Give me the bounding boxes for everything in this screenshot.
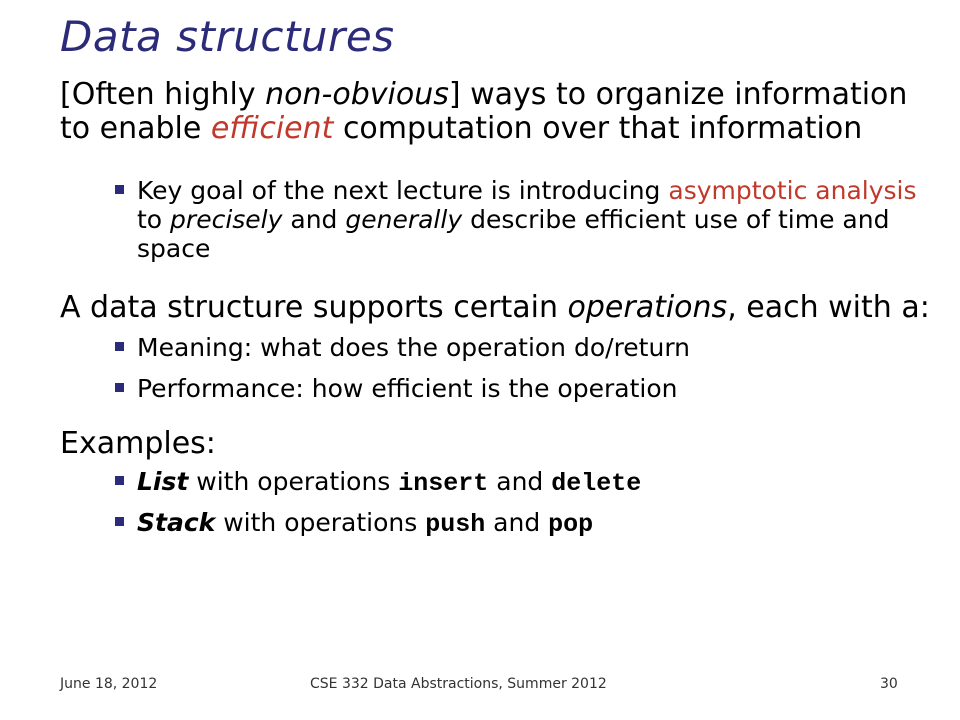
- text: Meaning: what does the operation do/return: [137, 333, 691, 362]
- text: describe efficient use of time and space: [137, 205, 890, 263]
- bullet-stack-example: [60, 508, 940, 539]
- code-text: pop: [548, 510, 594, 539]
- footer-date: June 18, 2012: [60, 676, 158, 692]
- square-bullet-icon: [115, 517, 124, 526]
- text: to: [137, 205, 171, 234]
- bold-italic-text: Stack: [137, 508, 216, 537]
- code-text: delete: [551, 469, 642, 498]
- paragraph-operations: [60, 291, 940, 325]
- text: [Often highly: [60, 77, 266, 112]
- bold-italic-text: List: [137, 467, 189, 496]
- emphasis-text: efficient: [210, 111, 334, 146]
- square-bullet-icon: [115, 476, 124, 485]
- square-bullet-icon: [115, 383, 124, 392]
- slide-title: Data structures: [60, 12, 395, 61]
- text: Key goal of the next lecture is introducing: [137, 176, 669, 205]
- slide-content: [60, 78, 940, 539]
- square-bullet-icon: [115, 342, 124, 351]
- text: , each with a:: [727, 290, 930, 325]
- italic-text: operations: [567, 290, 728, 325]
- italic-text: precisely: [170, 205, 283, 234]
- italic-text: generally: [345, 205, 463, 234]
- emphasis-text: asymptotic analysis: [668, 176, 917, 205]
- code-text: insert: [398, 469, 489, 498]
- text: with operations: [188, 467, 399, 496]
- text: with operations: [215, 508, 426, 537]
- italic-text: non-obvious: [265, 77, 449, 112]
- text: and: [485, 508, 549, 537]
- bullet-meaning: [60, 333, 940, 362]
- text: and: [488, 467, 552, 496]
- text: computation over that information: [333, 111, 863, 146]
- text: Performance: how efficient is the operation: [137, 374, 678, 403]
- text: and: [282, 205, 346, 234]
- text: A data structure supports certain: [60, 290, 568, 325]
- square-bullet-icon: [115, 185, 124, 194]
- footer-page-number: 30: [880, 676, 898, 692]
- bullet-list-example: [60, 467, 940, 498]
- bullet-asymptotic: [60, 176, 940, 263]
- paragraph-examples: Examples:: [60, 426, 216, 461]
- code-text: push: [425, 510, 486, 539]
- paragraph-definition: [60, 78, 940, 146]
- footer-course: CSE 332 Data Abstractions, Summer 2012: [310, 676, 607, 692]
- text: ] ways to organize information to enable: [60, 77, 908, 146]
- bullet-performance: [60, 374, 940, 403]
